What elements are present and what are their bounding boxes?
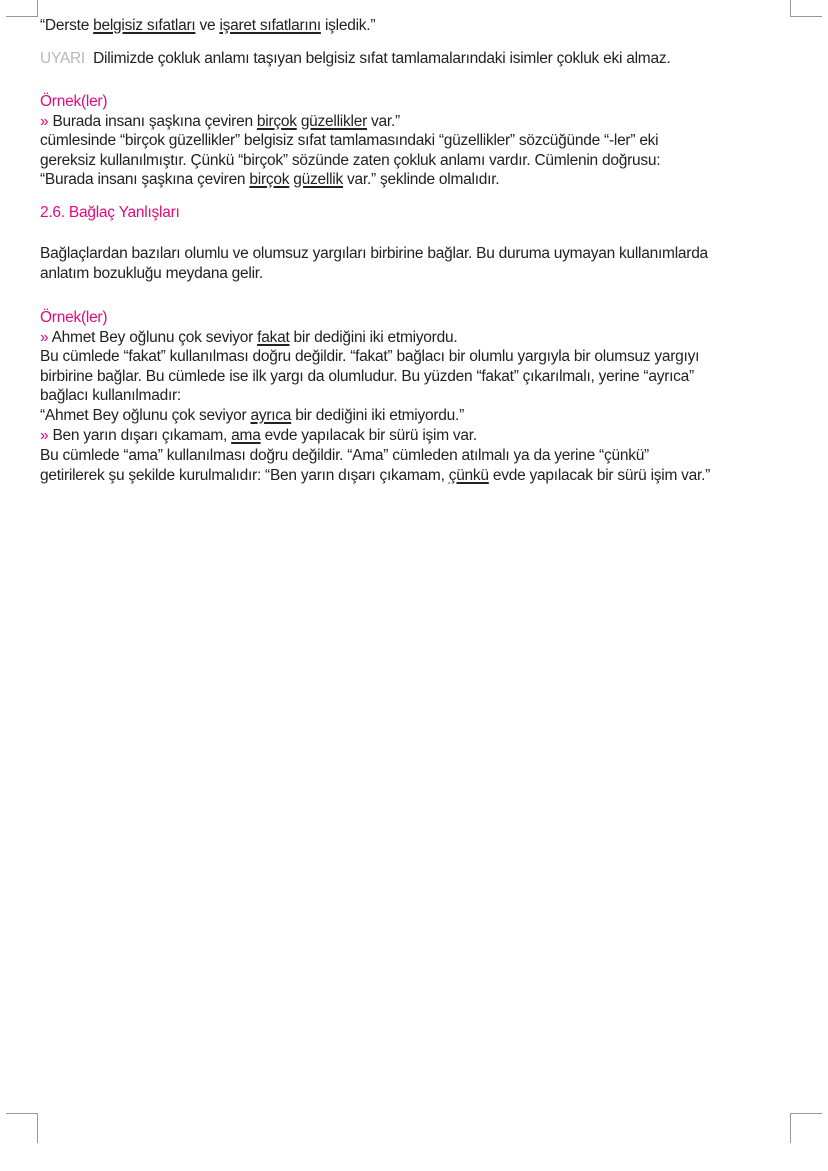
example-item (40, 112, 400, 131)
text-segment: Bu cümlede “fakat” kullanılması doğru değildir. “fakat” bağlacı bir olumlu yargıyla bir olumsuz yargıyı (40, 348, 700, 365)
body-text (40, 446, 649, 465)
body-text (40, 264, 263, 283)
text-segment: “Ahmet Bey oğlunu çok seviyor (40, 407, 251, 424)
text-segment: bağlacı kullanılmadır: (40, 387, 181, 404)
text-segment: işledik.” (320, 17, 376, 34)
crop-mark-top-left (37, 0, 38, 17)
example-heading (40, 92, 107, 111)
example-item (40, 426, 477, 445)
underlined-word: çünkü (448, 467, 489, 484)
example-item (40, 328, 457, 347)
underlined-word: güzellikler (300, 113, 367, 130)
text-segment: ve (195, 17, 220, 34)
body-text (40, 466, 710, 485)
text-segment: bir dediğini iki etmiyordu. (289, 329, 458, 346)
text-segment: 2.6. Bağlaç Yanlışları (40, 204, 180, 221)
text-segment: anlatım bozukluğu meydana gelir. (40, 265, 263, 282)
crop-mark-bottom-left (6, 1113, 38, 1114)
text-segment: var.” şeklinde olmalıdır. (343, 171, 500, 188)
crop-mark-top-left (6, 16, 38, 17)
text-segment: Dilimizde çokluk anlamı taşıyan belgisiz sıfat tamlamalarındaki isimler çokluk eki almaz. (84, 50, 671, 67)
underlined-word: ama (231, 427, 261, 444)
underlined-word: birçok (249, 171, 290, 188)
bullet-marker: » (40, 427, 53, 444)
bullet-marker: » (40, 113, 53, 130)
underlined-word: birçok (256, 113, 297, 130)
body-text (40, 347, 699, 366)
text-segment: “Derste (40, 17, 94, 34)
text-segment: birbirine bağlar. Bu cümlede ise ilk yargı da olumludur. Bu yüzden “fakat” çıkarılmalı, yerine “ayrıca” (40, 368, 694, 385)
body-text (40, 406, 464, 425)
crop-mark-bottom-right (790, 1113, 791, 1143)
warning-note (40, 49, 670, 68)
text-segment: Bağlaçlardan bazıları olumlu ve olumsuz yargıları birbirine bağlar. Bu duruma uymayan kullanımlarda (40, 245, 708, 262)
warning-label: UYARI (40, 50, 85, 67)
text-segment: Ahmet Bey oğlunu çok seviyor (51, 329, 258, 346)
text-segment: var.” (366, 113, 400, 130)
crop-mark-top-right (790, 0, 791, 17)
text-segment: “Burada insanı şaşkına çeviren (40, 171, 250, 188)
underlined-word: fakat (257, 329, 290, 346)
crop-mark-bottom-right (790, 1113, 822, 1114)
example-sentence (40, 16, 375, 35)
bullet-marker: » (40, 329, 52, 346)
text-segment: Ben yarın dışarı çıkamam, (52, 427, 232, 444)
text-segment: evde yapılacak bir sürü işim var.” (488, 467, 711, 484)
text-segment: Bu cümlede “ama” kullanılması doğru değildir. “Ama” cümleden atılmalı ya da yerine “çünkü” (40, 447, 649, 464)
body-text (40, 131, 658, 150)
underlined-word: ayrıca (250, 407, 292, 424)
underlined-word: belgisiz sıfatları (93, 17, 196, 34)
text-segment: Burada insanı şaşkına çeviren (52, 113, 257, 130)
underlined-word: işaret sıfatlarını (219, 17, 321, 34)
text-segment: Örnek(ler) (40, 93, 108, 110)
text-segment: cümlesinde “birçok güzellikler” belgisiz sıfat tamlamasındaki “güzellikler” sözcüğünde “-ler” eki (40, 132, 659, 149)
section-heading (40, 203, 180, 222)
body-text (40, 170, 499, 189)
text-segment: evde yapılacak bir sürü işim var. (260, 427, 477, 444)
text-segment: gereksiz kullanılmıştır. Çünkü “birçok” sözünde zaten çokluk anlamı vardır. Cümlenin doğrusu: (40, 152, 661, 169)
body-text (40, 151, 660, 170)
body-text (40, 244, 708, 263)
example-heading (40, 308, 107, 327)
text-segment: Örnek(ler) (40, 309, 108, 326)
text-segment: bir dediğini iki etmiyordu.” (291, 407, 464, 424)
text-segment: getirilerek şu şekilde kurulmalıdır: “Ben yarın dışarı çıkamam, (40, 467, 449, 484)
body-text (40, 367, 694, 386)
crop-mark-bottom-left (37, 1113, 38, 1143)
crop-mark-top-right (790, 16, 822, 17)
body-text (40, 386, 181, 405)
underlined-word: güzellik (293, 171, 343, 188)
